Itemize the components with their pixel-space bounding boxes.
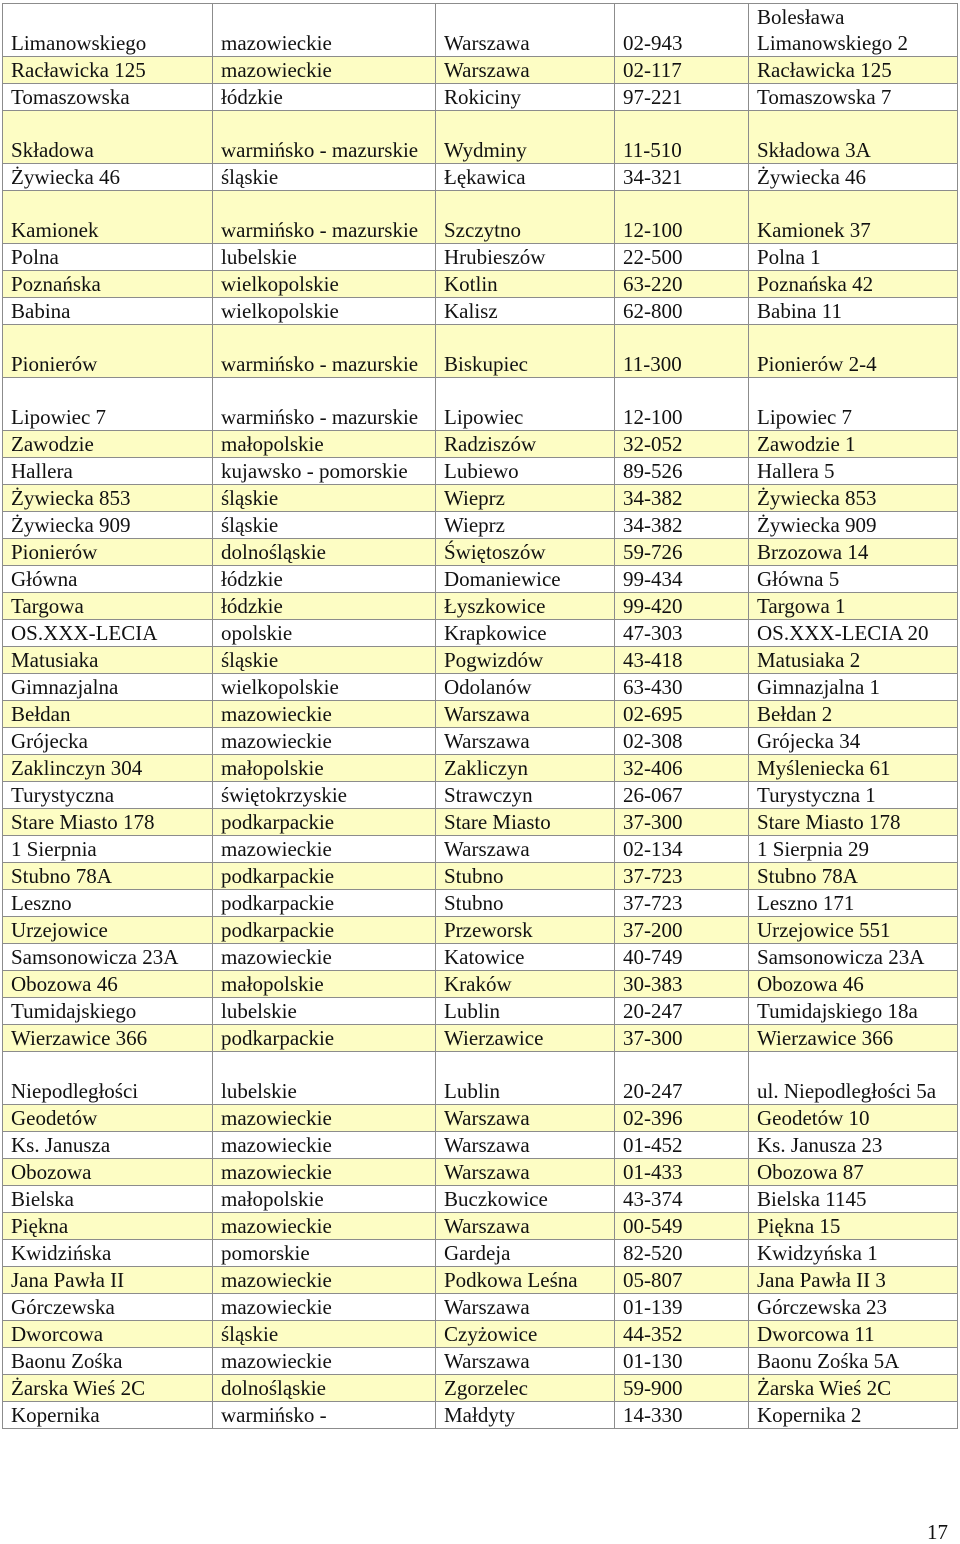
city-cell: Małdyty: [436, 1402, 615, 1429]
voivodeship-cell: łódzkie: [213, 84, 436, 111]
postal-code-cell: 01-433: [615, 1159, 749, 1186]
voivodeship-cell: warmińsko - mazurskie: [213, 325, 436, 378]
address-cell: Kamionek 37: [749, 191, 958, 244]
street-cell: Górczewska: [3, 1294, 213, 1321]
street-cell: Matusiaka: [3, 647, 213, 674]
address-cell: Wierzawice 366: [749, 1025, 958, 1052]
table-row: [3, 1025, 958, 1052]
postal-code-cell: 44-352: [615, 1321, 749, 1348]
postal-code-cell: 89-526: [615, 458, 749, 485]
postal-code-cell: 02-134: [615, 836, 749, 863]
table-row: [3, 1132, 958, 1159]
address-cell: Tumidajskiego 18a: [749, 998, 958, 1025]
street-cell: Lipowiec 7: [3, 378, 213, 431]
voivodeship-cell: mazowieckie: [213, 701, 436, 728]
city-cell: Radziszów: [436, 431, 615, 458]
street-cell: Leszno: [3, 890, 213, 917]
street-cell: Zaklinczyn 304: [3, 755, 213, 782]
address-cell: Samsonowicza 23A: [749, 944, 958, 971]
voivodeship-cell: dolnośląskie: [213, 539, 436, 566]
table-row: [3, 244, 958, 271]
street-cell: Żywiecka 909: [3, 512, 213, 539]
street-cell: OS.XXX-LECIA: [3, 620, 213, 647]
city-cell: Lublin: [436, 998, 615, 1025]
table-row: [3, 944, 958, 971]
table-row: [3, 755, 958, 782]
city-cell: Warszawa: [436, 57, 615, 84]
address-cell: Stare Miasto 178: [749, 809, 958, 836]
street-cell: Babina: [3, 298, 213, 325]
postal-code-cell: 97-221: [615, 84, 749, 111]
voivodeship-cell: kujawsko - pomorskie: [213, 458, 436, 485]
address-cell: Poznańska 42: [749, 271, 958, 298]
address-cell: Ks. Janusza 23: [749, 1132, 958, 1159]
address-table: [2, 3, 958, 1429]
street-cell: Kwidzińska: [3, 1240, 213, 1267]
address-cell: Gimnazjalna 1: [749, 674, 958, 701]
voivodeship-cell: łódzkie: [213, 566, 436, 593]
postal-code-cell: 11-300: [615, 325, 749, 378]
table-row: [3, 1375, 958, 1402]
table-row: [3, 431, 958, 458]
table-row: [3, 890, 958, 917]
postal-code-cell: 34-382: [615, 485, 749, 512]
street-cell: Dworcowa: [3, 1321, 213, 1348]
voivodeship-cell: mazowieckie: [213, 1105, 436, 1132]
city-cell: Biskupiec: [436, 325, 615, 378]
table-row: [3, 1186, 958, 1213]
postal-code-cell: 22-500: [615, 244, 749, 271]
city-cell: Warszawa: [436, 1159, 615, 1186]
address-cell: Kwidzyńska 1: [749, 1240, 958, 1267]
street-cell: Zawodzie: [3, 431, 213, 458]
table-row: [3, 1213, 958, 1240]
voivodeship-cell: lubelskie: [213, 1052, 436, 1105]
postal-code-cell: 05-807: [615, 1267, 749, 1294]
postal-code-cell: 37-723: [615, 890, 749, 917]
page-number: 17: [927, 1520, 948, 1544]
street-cell: Kopernika: [3, 1402, 213, 1429]
street-cell: Ks. Janusza: [3, 1132, 213, 1159]
address-cell: Polna 1: [749, 244, 958, 271]
city-cell: Warszawa: [436, 701, 615, 728]
postal-code-cell: 59-726: [615, 539, 749, 566]
postal-code-cell: 30-383: [615, 971, 749, 998]
street-cell: Tumidajskiego: [3, 998, 213, 1025]
street-cell: Składowa: [3, 111, 213, 164]
postal-code-cell: 37-300: [615, 809, 749, 836]
postal-code-cell: 32-052: [615, 431, 749, 458]
table-row: [3, 674, 958, 701]
street-cell: Żywiecka 853: [3, 485, 213, 512]
voivodeship-cell: małopolskie: [213, 755, 436, 782]
street-cell: Tomaszowska: [3, 84, 213, 111]
street-cell: Targowa: [3, 593, 213, 620]
street-cell: Żywiecka 46: [3, 164, 213, 191]
city-cell: Gardeja: [436, 1240, 615, 1267]
street-cell: Urzejowice: [3, 917, 213, 944]
table-row: [3, 325, 958, 378]
postal-code-cell: 02-117: [615, 57, 749, 84]
postal-code-cell: 11-510: [615, 111, 749, 164]
city-cell: Buczkowice: [436, 1186, 615, 1213]
city-cell: Stare Miasto: [436, 809, 615, 836]
voivodeship-cell: lubelskie: [213, 998, 436, 1025]
address-cell: Żywiecka 46: [749, 164, 958, 191]
voivodeship-cell: podkarpackie: [213, 890, 436, 917]
street-cell: Polna: [3, 244, 213, 271]
city-cell: Warszawa: [436, 1294, 615, 1321]
table-row: [3, 701, 958, 728]
street-cell: Niepodległości: [3, 1052, 213, 1105]
address-cell: Kopernika 2: [749, 1402, 958, 1429]
voivodeship-cell: podkarpackie: [213, 863, 436, 890]
address-cell: Hallera 5: [749, 458, 958, 485]
street-cell: Gimnazjalna: [3, 674, 213, 701]
postal-code-cell: 43-418: [615, 647, 749, 674]
address-cell: Myśleniecka 61: [749, 755, 958, 782]
city-cell: Wydminy: [436, 111, 615, 164]
address-cell: Brzozowa 14: [749, 539, 958, 566]
address-cell: Bolesława Limanowskiego 2: [749, 4, 958, 57]
voivodeship-cell: mazowieckie: [213, 57, 436, 84]
postal-code-cell: 34-382: [615, 512, 749, 539]
postal-code-cell: 63-430: [615, 674, 749, 701]
city-cell: Lubiewo: [436, 458, 615, 485]
city-cell: Wierzawice: [436, 1025, 615, 1052]
table-row: [3, 1105, 958, 1132]
city-cell: Wieprz: [436, 485, 615, 512]
city-cell: Warszawa: [436, 836, 615, 863]
address-cell: Grójecka 34: [749, 728, 958, 755]
voivodeship-cell: mazowieckie: [213, 1213, 436, 1240]
table-row: [3, 593, 958, 620]
table-row: [3, 111, 958, 164]
address-cell: OS.XXX-LECIA 20: [749, 620, 958, 647]
table-row: [3, 728, 958, 755]
voivodeship-cell: łódzkie: [213, 593, 436, 620]
table-row: [3, 782, 958, 809]
postal-code-cell: 02-308: [615, 728, 749, 755]
city-cell: Czyżowice: [436, 1321, 615, 1348]
voivodeship-cell: mazowieckie: [213, 1132, 436, 1159]
address-cell: Główna 5: [749, 566, 958, 593]
street-cell: Racławicka 125: [3, 57, 213, 84]
table-row: [3, 378, 958, 431]
table-row: [3, 191, 958, 244]
voivodeship-cell: śląskie: [213, 164, 436, 191]
street-cell: Turystyczna: [3, 782, 213, 809]
address-cell: Babina 11: [749, 298, 958, 325]
address-cell: Składowa 3A: [749, 111, 958, 164]
postal-code-cell: 62-800: [615, 298, 749, 325]
city-cell: Łękawica: [436, 164, 615, 191]
voivodeship-cell: mazowieckie: [213, 836, 436, 863]
postal-code-cell: 14-330: [615, 1402, 749, 1429]
address-cell: Bełdan 2: [749, 701, 958, 728]
street-cell: Hallera: [3, 458, 213, 485]
table-row: [3, 1052, 958, 1105]
city-cell: Szczytno: [436, 191, 615, 244]
city-cell: Lublin: [436, 1052, 615, 1105]
table-row: [3, 836, 958, 863]
address-cell: Tomaszowska 7: [749, 84, 958, 111]
city-cell: Podkowa Leśna: [436, 1267, 615, 1294]
street-cell: Obozowa 46: [3, 971, 213, 998]
voivodeship-cell: mazowieckie: [213, 1267, 436, 1294]
voivodeship-cell: mazowieckie: [213, 1159, 436, 1186]
address-cell: Targowa 1: [749, 593, 958, 620]
table-row: [3, 1348, 958, 1375]
postal-code-cell: 34-321: [615, 164, 749, 191]
street-cell: Samsonowicza 23A: [3, 944, 213, 971]
postal-code-cell: 12-100: [615, 191, 749, 244]
table-row: [3, 164, 958, 191]
address-cell: Geodetów 10: [749, 1105, 958, 1132]
address-cell: Żywiecka 909: [749, 512, 958, 539]
voivodeship-cell: śląskie: [213, 647, 436, 674]
postal-code-cell: 99-434: [615, 566, 749, 593]
table-row: [3, 298, 958, 325]
postal-code-cell: 47-303: [615, 620, 749, 647]
postal-code-cell: 02-396: [615, 1105, 749, 1132]
voivodeship-cell: dolnośląskie: [213, 1375, 436, 1402]
city-cell: Zakliczyn: [436, 755, 615, 782]
street-cell: Obozowa: [3, 1159, 213, 1186]
street-cell: Grójecka: [3, 728, 213, 755]
table-row: [3, 1294, 958, 1321]
postal-code-cell: 20-247: [615, 998, 749, 1025]
street-cell: Piękna: [3, 1213, 213, 1240]
postal-code-cell: 32-406: [615, 755, 749, 782]
address-cell: Matusiaka 2: [749, 647, 958, 674]
street-cell: Stubno 78A: [3, 863, 213, 890]
voivodeship-cell: pomorskie: [213, 1240, 436, 1267]
postal-code-cell: 82-520: [615, 1240, 749, 1267]
city-cell: Warszawa: [436, 1105, 615, 1132]
street-cell: Żarska Wieś 2C: [3, 1375, 213, 1402]
postal-code-cell: 01-130: [615, 1348, 749, 1375]
address-cell: Obozowa 87: [749, 1159, 958, 1186]
address-cell: Jana Pawła II 3: [749, 1267, 958, 1294]
address-table-body: [3, 4, 958, 1429]
address-cell: Dworcowa 11: [749, 1321, 958, 1348]
city-cell: Rokiciny: [436, 84, 615, 111]
postal-code-cell: 37-300: [615, 1025, 749, 1052]
voivodeship-cell: warmińsko - mazurskie: [213, 378, 436, 431]
city-cell: Warszawa: [436, 1348, 615, 1375]
voivodeship-cell: warmińsko - mazurskie: [213, 191, 436, 244]
city-cell: Kraków: [436, 971, 615, 998]
voivodeship-cell: warmińsko -: [213, 1402, 436, 1429]
postal-code-cell: 01-139: [615, 1294, 749, 1321]
city-cell: Strawczyn: [436, 782, 615, 809]
city-cell: Kotlin: [436, 271, 615, 298]
voivodeship-cell: śląskie: [213, 512, 436, 539]
table-row: [3, 57, 958, 84]
postal-code-cell: 02-943: [615, 4, 749, 57]
table-row: [3, 1402, 958, 1429]
table-row: [3, 998, 958, 1025]
postal-code-cell: 26-067: [615, 782, 749, 809]
table-row: [3, 1267, 958, 1294]
address-cell: ul. Niepodległości 5a: [749, 1052, 958, 1105]
address-cell: Stubno 78A: [749, 863, 958, 890]
address-cell: Urzejowice 551: [749, 917, 958, 944]
street-cell: Baonu Zośka: [3, 1348, 213, 1375]
voivodeship-cell: śląskie: [213, 1321, 436, 1348]
city-cell: Katowice: [436, 944, 615, 971]
voivodeship-cell: warmińsko - mazurskie: [213, 111, 436, 164]
address-cell: Turystyczna 1: [749, 782, 958, 809]
voivodeship-cell: podkarpackie: [213, 1025, 436, 1052]
address-cell: Pionierów 2-4: [749, 325, 958, 378]
address-cell: Racławicka 125: [749, 57, 958, 84]
voivodeship-cell: podkarpackie: [213, 917, 436, 944]
table-row: [3, 917, 958, 944]
voivodeship-cell: mazowieckie: [213, 1294, 436, 1321]
street-cell: Jana Pawła II: [3, 1267, 213, 1294]
city-cell: Warszawa: [436, 1213, 615, 1240]
voivodeship-cell: małopolskie: [213, 431, 436, 458]
address-cell: Leszno 171: [749, 890, 958, 917]
postal-code-cell: 01-452: [615, 1132, 749, 1159]
table-row: [3, 1321, 958, 1348]
postal-code-cell: 63-220: [615, 271, 749, 298]
street-cell: Pionierów: [3, 539, 213, 566]
street-cell: Bełdan: [3, 701, 213, 728]
postal-code-cell: 40-749: [615, 944, 749, 971]
table-row: [3, 971, 958, 998]
address-cell: Baonu Zośka 5A: [749, 1348, 958, 1375]
voivodeship-cell: wielkopolskie: [213, 674, 436, 701]
address-cell: Żywiecka 853: [749, 485, 958, 512]
table-row: [3, 809, 958, 836]
table-row: [3, 84, 958, 111]
city-cell: Hrubieszów: [436, 244, 615, 271]
address-cell: Lipowiec 7: [749, 378, 958, 431]
table-row: [3, 647, 958, 674]
address-cell: Obozowa 46: [749, 971, 958, 998]
voivodeship-cell: wielkopolskie: [213, 271, 436, 298]
address-cell: Piękna 15: [749, 1213, 958, 1240]
address-cell: Żarska Wieś 2C: [749, 1375, 958, 1402]
city-cell: Kalisz: [436, 298, 615, 325]
city-cell: Lipowiec: [436, 378, 615, 431]
city-cell: Stubno: [436, 863, 615, 890]
table-row: [3, 539, 958, 566]
postal-code-cell: 12-100: [615, 378, 749, 431]
street-cell: Główna: [3, 566, 213, 593]
city-cell: Warszawa: [436, 728, 615, 755]
voivodeship-cell: podkarpackie: [213, 809, 436, 836]
table-row: [3, 1159, 958, 1186]
postal-code-cell: 00-549: [615, 1213, 749, 1240]
city-cell: Stubno: [436, 890, 615, 917]
city-cell: Warszawa: [436, 4, 615, 57]
table-row: [3, 271, 958, 298]
city-cell: Warszawa: [436, 1132, 615, 1159]
street-cell: Bielska: [3, 1186, 213, 1213]
city-cell: Świętoszów: [436, 539, 615, 566]
voivodeship-cell: małopolskie: [213, 1186, 436, 1213]
voivodeship-cell: mazowieckie: [213, 944, 436, 971]
city-cell: Krapkowice: [436, 620, 615, 647]
postal-code-cell: 37-723: [615, 863, 749, 890]
table-row: [3, 4, 958, 57]
street-cell: Poznańska: [3, 271, 213, 298]
city-cell: Wieprz: [436, 512, 615, 539]
postal-code-cell: 59-900: [615, 1375, 749, 1402]
street-cell: Limanowskiego: [3, 4, 213, 57]
voivodeship-cell: świętokrzyskie: [213, 782, 436, 809]
table-row: [3, 1240, 958, 1267]
street-cell: Pionierów: [3, 325, 213, 378]
voivodeship-cell: opolskie: [213, 620, 436, 647]
table-row: [3, 863, 958, 890]
city-cell: Pogwizdów: [436, 647, 615, 674]
table-row: [3, 512, 958, 539]
voivodeship-cell: lubelskie: [213, 244, 436, 271]
street-cell: 1 Sierpnia: [3, 836, 213, 863]
table-row: [3, 620, 958, 647]
street-cell: Wierzawice 366: [3, 1025, 213, 1052]
address-cell: Bielska 1145: [749, 1186, 958, 1213]
address-cell: Zawodzie 1: [749, 431, 958, 458]
address-cell: Górczewska 23: [749, 1294, 958, 1321]
city-cell: Zgorzelec: [436, 1375, 615, 1402]
city-cell: Odolanów: [436, 674, 615, 701]
street-cell: Geodetów: [3, 1105, 213, 1132]
voivodeship-cell: mazowieckie: [213, 728, 436, 755]
voivodeship-cell: wielkopolskie: [213, 298, 436, 325]
city-cell: Przeworsk: [436, 917, 615, 944]
street-cell: Kamionek: [3, 191, 213, 244]
postal-code-cell: 02-695: [615, 701, 749, 728]
voivodeship-cell: mazowieckie: [213, 4, 436, 57]
postal-code-cell: 37-200: [615, 917, 749, 944]
postal-code-cell: 43-374: [615, 1186, 749, 1213]
voivodeship-cell: śląskie: [213, 485, 436, 512]
voivodeship-cell: mazowieckie: [213, 1348, 436, 1375]
postal-code-cell: 99-420: [615, 593, 749, 620]
table-row: [3, 485, 958, 512]
table-row: [3, 566, 958, 593]
city-cell: Łyszkowice: [436, 593, 615, 620]
table-row: [3, 458, 958, 485]
street-cell: Stare Miasto 178: [3, 809, 213, 836]
voivodeship-cell: małopolskie: [213, 971, 436, 998]
address-cell: 1 Sierpnia 29: [749, 836, 958, 863]
city-cell: Domaniewice: [436, 566, 615, 593]
postal-code-cell: 20-247: [615, 1052, 749, 1105]
